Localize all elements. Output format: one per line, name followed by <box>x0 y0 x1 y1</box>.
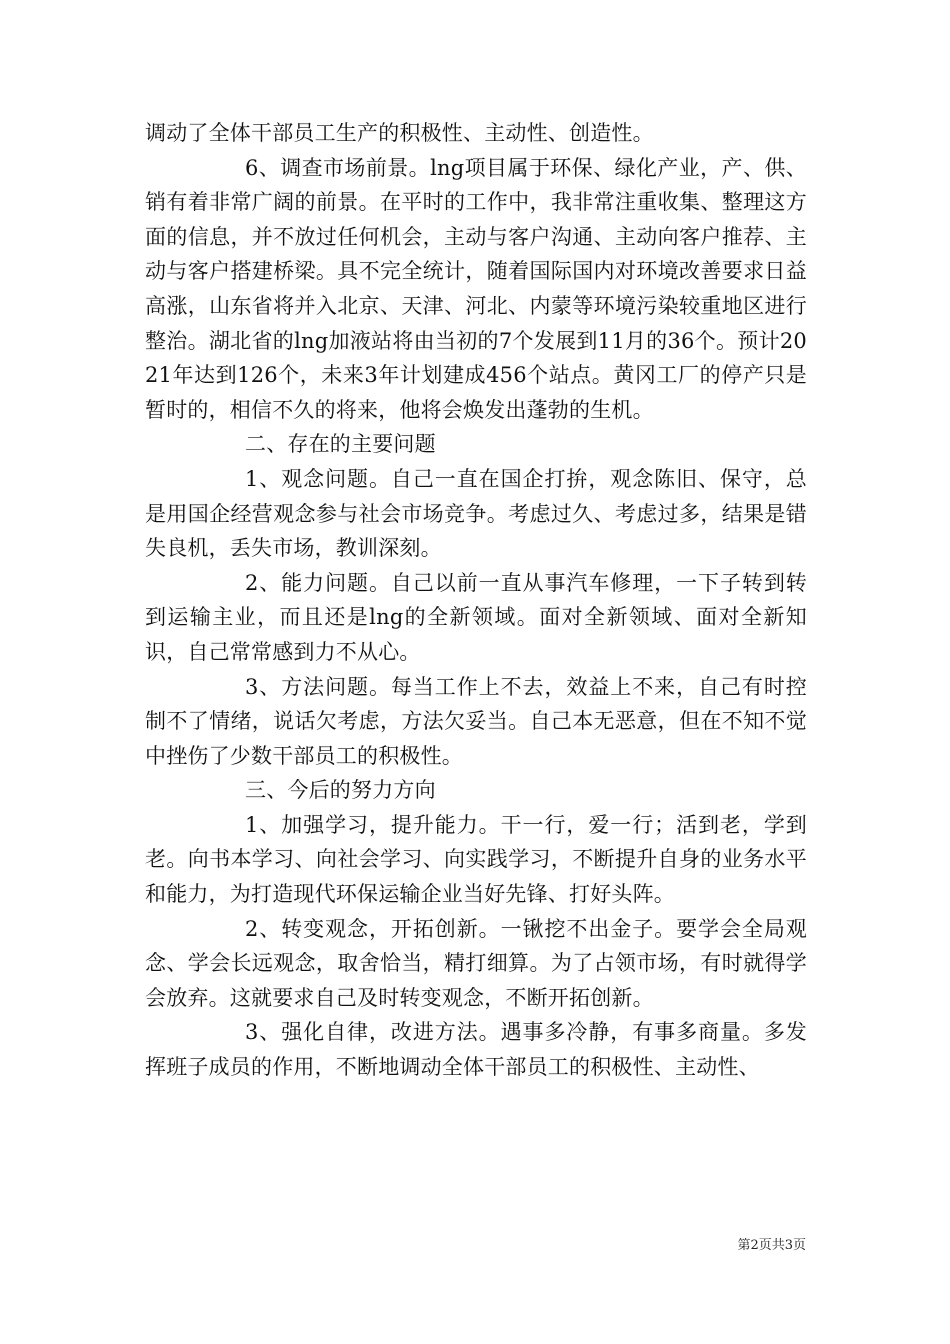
paragraph-strengthen-learning: 1、加强学习，提升能力。干一行，爱一行；活到老，学到老。向书本学习、向社会学习、向实践学习，不断提升自身的业务水平和能力，为打造现代环保运输企业当好先锋、打好头阵。 <box>145 812 807 907</box>
paragraph-ability-problem: 2、能力问题。自己以前一直从事汽车修理，一下子转到转到运输主业，而且还是lng的全新领域。面对全新领域、面对全新知识，自己常常感到力不从心。 <box>145 570 807 664</box>
paragraph-method-problem: 3、方法问题。每当工作上不去，效益上不来，自己有时控制不了情绪，说话欠考虑，方法欠妥当。自己本无恶意，但在不知不觉中挫伤了少数干部员工的积极性。 <box>145 674 807 768</box>
paragraph-continuation: 调动了全体干部员工生产的积极性、主动性、创造性。 <box>145 121 654 145</box>
section-heading-problems: 二、存在的主要问题 <box>245 432 436 457</box>
section-heading-direction: 三、今后的努力方向 <box>245 778 436 803</box>
paragraph-market-prospect: 6、调查市场前景。lng项目属于环保、绿化产业，产、供、销有着非常广阔的前景。在平时的工作中，我非常注重收集、整理这方面的信息，并不放过任何机会，主动与客户沟通、主动向客户推荐、主动与客户搭建桥梁。具不完全统计，随着国际国内对环境改善要求日益高涨，山东省将并入北京、天津、河北、内蒙等环境污染较重地区进行整治。湖北省的lng加液站将由当初的7个发展到11月的36个。预计2021年达到126个，未来3年计划建成456个站点。黄冈工厂的停产只是暂时的，相信不久的将来，他将会焕发出蓬勃的生机。 <box>145 155 807 422</box>
page-number-footer: 第2页共3页 <box>737 1238 806 1253</box>
paragraph-change-concept: 2、转变观念，开拓创新。一锹挖不出金子。要学会全局观念、学会长远观念，取舍恰当，精打细算。为了占领市场，有时就得学会放弃。这就要求自己及时转变观念，不断开拓创新。 <box>145 916 807 1010</box>
paragraph-concept-problem: 1、观念问题。自己一直在国企打拚，观念陈旧、保守，总是用国企经营观念参与社会市场竞争。考虑过久、考虑过多，结果是错失良机，丢失市场，教训深刻。 <box>145 466 807 561</box>
document-body <box>145 116 807 1085</box>
paragraph-self-discipline: 3、强化自律，改进方法。遇事多冷静，有事多商量。多发挥班子成员的作用，不断地调动全体干部员工的积极性、主动性、 <box>145 1020 807 1080</box>
